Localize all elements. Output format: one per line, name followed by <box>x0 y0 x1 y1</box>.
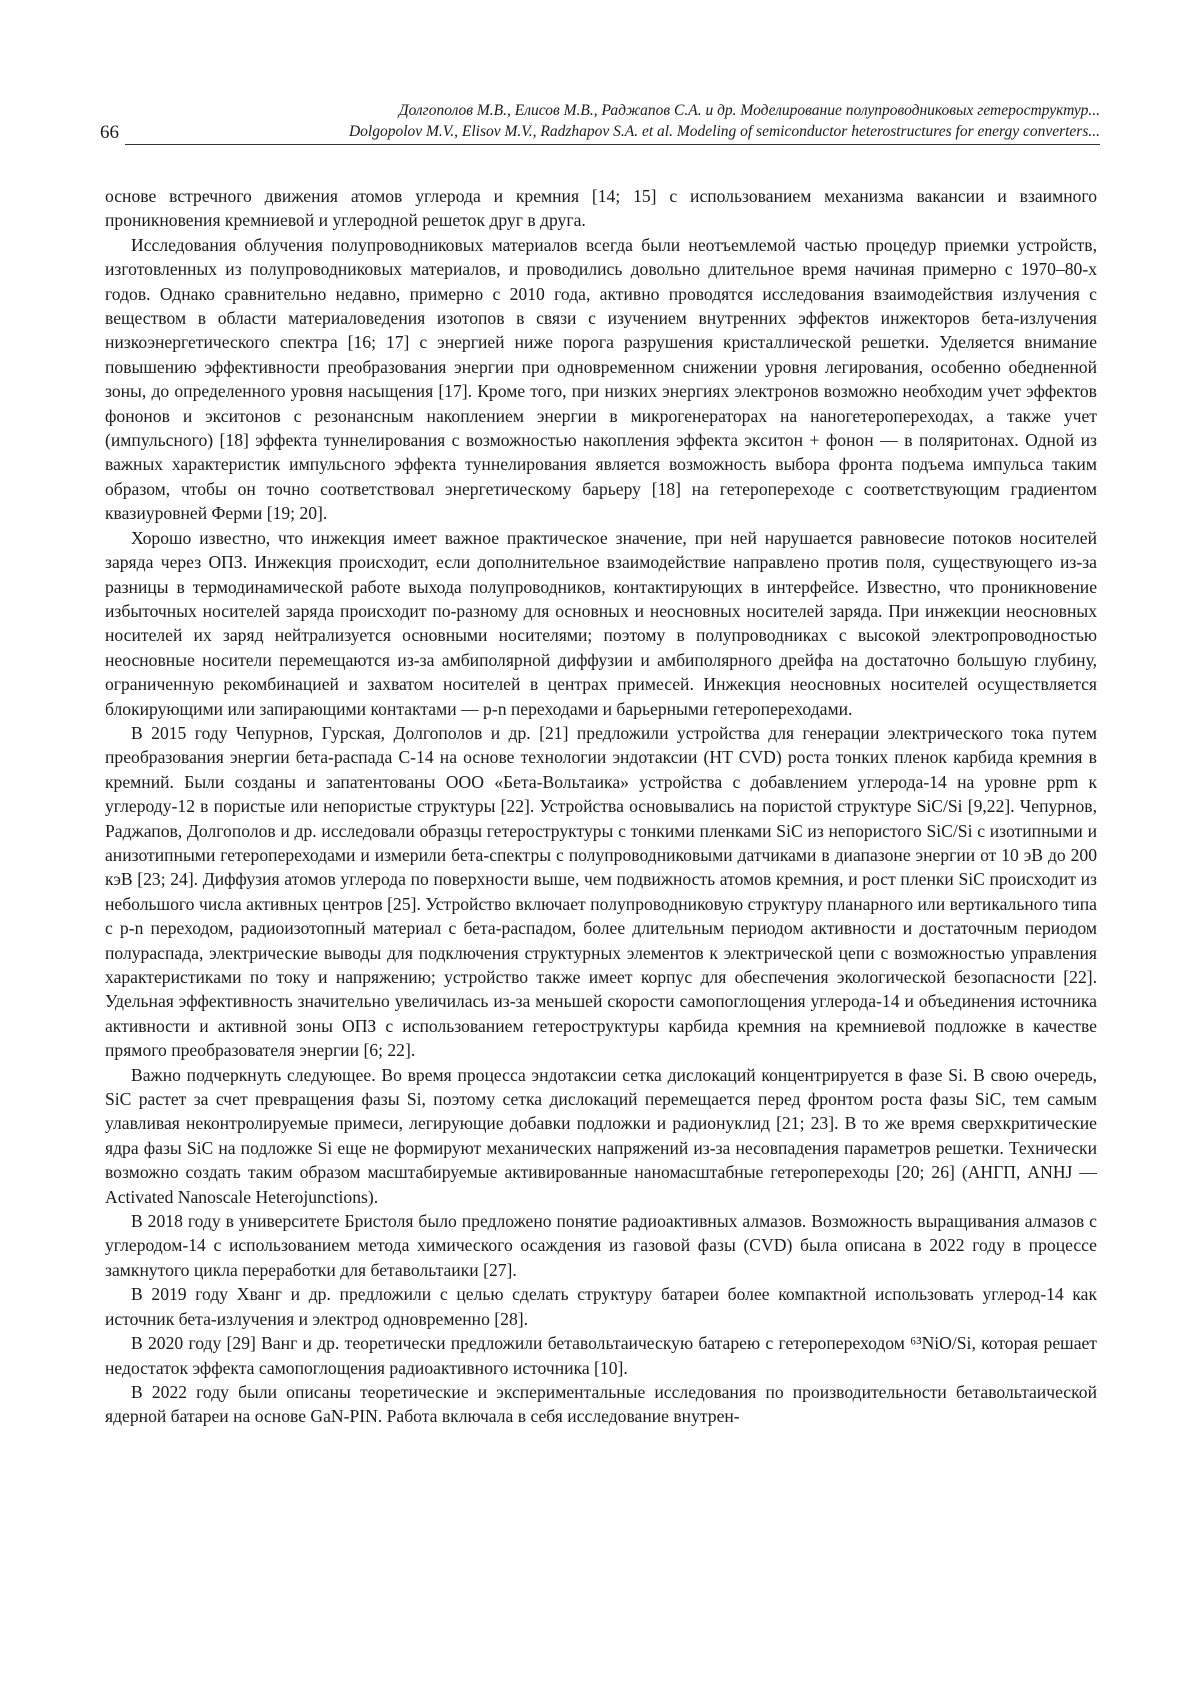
paragraph: В 2018 году в университете Бристоля было предложено понятие радиоактивных алмазов. Возможность выращивания алмазов с углеродом-14 с использованием метода химического осаждения из газовой фазы (CVD) была описана в 2022 году в процессе замкнутого цикла переработки для бетавольтаики [27]. <box>105 1211 1097 1280</box>
paragraph: В 2020 году [29] Ванг и др. теоретически предложили бетавольтаическую батарею с гетеропереходом ⁶³NiO/Si, которая решает недостаток эффекта самопоглощения радиоактивного источника [10]. <box>105 1333 1097 1378</box>
paragraph: В 2019 году Хванг и др. предложили с целью сделать структуру батареи более компактной использовать углерод-14 как источник бета-излучения и электрод одновременно [28]. <box>105 1284 1097 1329</box>
paragraph: В 2022 году были описаны теоретические и экспериментальные исследования по производительности бетавольтаической ядерной батареи на основе GaN-PIN. Работа включала в себя исследование внутрен- <box>105 1381 1097 1427</box>
header-line-english: Dolgopolov M.V., Elisov M.V., Radzhapov S.A. et al. Modeling of semiconductor heterostructures for energy converters... <box>348 123 1100 140</box>
paragraph: Исследования облучения полупроводниковых материалов всегда были неотъемлемой частью процедур приемки устройств, изготовленных из полупроводниковых материалов, и проводились довольно длительное время начиная примерно с 1970–80-х годов. Однако сравнительно недавно, примерно с 2010 года, активно проводятся исследования взаимодействия излучения с веществом в области материаловедения изотопов в связи с изучением внутренних эффектов инжекторов бета-излучения низкоэнергетического спектра [16; 17] с энергией ниже порога разрушения кристаллической решетки. Уделяется внимание повышению эффективности преобразования энергии при одновременном снижении уровня легирования, особенно обедненной зоны, до определенного уровня насыщения [17]. Кроме того, при низких энергиях электронов возможно необходим учет эффектов фононов и экситонов с резонансным накоплением энергии в микрогенераторах на наногетеропереходах, а также учет (импульсного) [18] эффекта туннелирования с возможностью накопления эффекта экситон + фонон — в поляритонах. Одной из важных характеристик импульсного эффекта туннелирования является возможность выбора фронта подъема импульса таким образом, чтобы он точно соответствовал энергетическому барьеру [18] на гетеропереходе с соответствующим градиентом квазиуровней Ферми [19; 20]. <box>105 234 1097 524</box>
paragraph: Важно подчеркнуть следующее. Во время процесса эндотаксии сетка дислокаций концентрируется в фазе Si. В свою очередь, SiC растет за счет превращения фазы Si, поэтому сетка дислокаций перемещается перед фронтом роста фазы SiC, тем самым улавливая неконтролируемые примеси, легирующие добавки подложки и радионуклид [21; 23]. В то же время сверхкритические ядра фазы SiC на подложке Si еще не формируют механических напряжений из-за несовпадения параметров решетки. Технически возможно создать таким образом масштабируемые активированные наномасштабные гетеропереходы [20; 26] (АНГП, ANHJ — Activated Nanoscale Heterojunctions). <box>105 1064 1097 1207</box>
header-lines <box>128 100 1100 142</box>
header-rule <box>125 144 1100 145</box>
paragraph: В 2015 году Чепурнов, Гурская, Долгополов и др. [21] предложили устройства для генерации электрического тока путем преобразования энергии бета-распада С-14 на основе технологии эндотаксии (HT CVD) роста тонких пленок карбида кремния в кремний. Были созданы и запатентованы ООО «Бета-Вольтаика» устройства с добавлением углерода-14 на уровне ppm к углероду-12 в пористые или непористые структуры [22]. Устройства основывались на пористой структуре SiC/Si [9,22]. Чепурнов, Раджапов, Долгополов и др. исследовали образцы гетероструктуры с тонкими пленками SiC из непористого SiC/Si с изотипными и анизотипными гетеропереходами и измерили бета-спектры с полупроводниковыми датчиками в диапазоне энергии от 10 эВ до 200 кэВ [23; 24]. Диффузия атомов углерода по поверхности выше, чем подвижность атомов кремния, и рост пленки SiC происходит из небольшого числа активных центров [25]. Устройство включает полупроводниковую структуру планарного или вертикального типа с p-n переходом, радиоизотопный материал с бета-распадом, более длительным периодом активности и достаточным периодом полураспада, электрические выводы для подключения структурных элементов к электрической цепи с возможностью управления характеристиками по току и напряжению; устройство также имеет корпус для обеспечения экологической безопасности [22]. Удельная эффективность значительно увеличилась из-за меньшей скорости самопоглощения углерода-14 и объединения источника активности и активной зоны ОПЗ с использованием гетероструктуры карбида кремния на кремниевой подложке в качестве прямого преобразователя энергии [6; 22]. <box>105 722 1097 1061</box>
running-header <box>100 100 1100 146</box>
page-number: 66 <box>100 122 119 143</box>
header-line-russian: Долгополов М.В., Елисов М.В., Раджапов С.А. и др. Моделирование полупроводниковых гетероструктур... <box>398 102 1100 119</box>
paragraph: основе встречного движения атомов углерода и кремния [14; 15] с использованием механизма вакансии и взаимного проникновения кремниевой и углеродной решеток друг в друга. <box>105 186 1097 231</box>
paragraph: Хорошо известно, что инжекция имеет важное практическое значение, при ней нарушается равновесие потоков носителей заряда через ОПЗ. Инжекция происходит, если дополнительное взаимодействие направлено против поля, существующего из-за разницы в термодинамической работе выхода полупроводников, контактирующих в интерфейсе. Известно, что проникновение избыточных носителей заряда происходит по-разному для основных и неосновных носителей заряда. При инжекции неосновных носителей их заряд нейтрализуется основными носителями; поэтому в полупроводниках с высокой электропроводностью неосновные носители перемещаются из-за амбиполярной диффузии и амбиполярного дрейфа на достаточно большую глубину, ограниченную рекомбинацией и захватом носителей в центрах примесей. Инжекция неосновных носителей осуществляется блокирующими или запирающими контактами — p-n переходами и барьерными гетеропереходами. <box>105 527 1097 719</box>
article-body <box>105 184 1097 1429</box>
